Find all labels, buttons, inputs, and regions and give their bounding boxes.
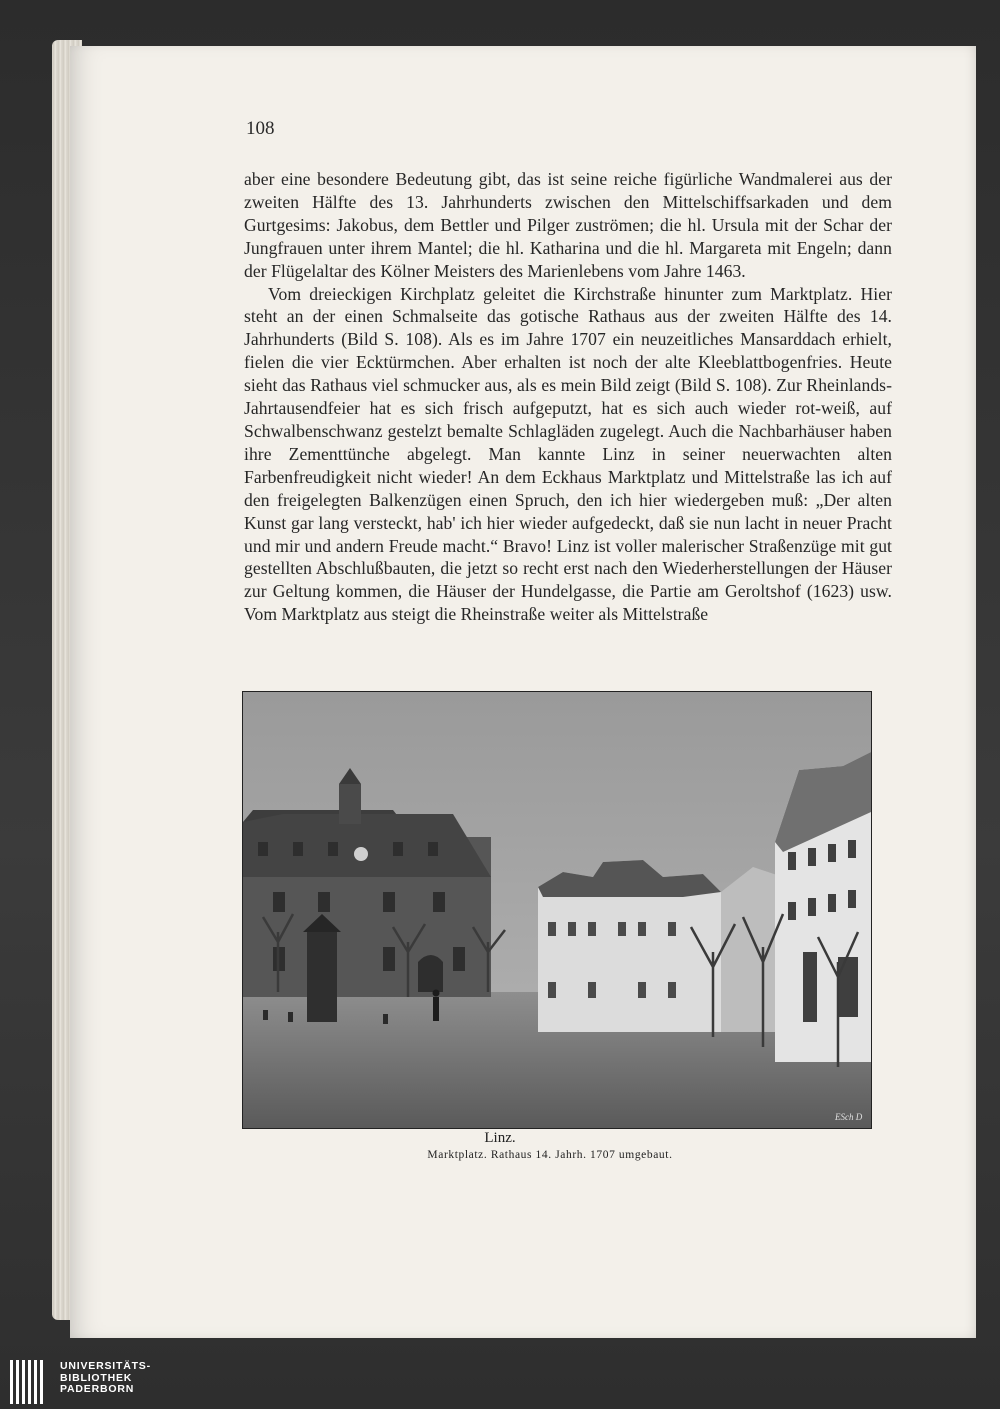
library-logo bbox=[8, 1358, 208, 1406]
photo-signature: ESch D bbox=[835, 1112, 863, 1122]
page-number: 108 bbox=[246, 118, 275, 139]
figure-caption-title: Linz. bbox=[484, 1130, 516, 1146]
logo-line-3: PADERBORN bbox=[60, 1383, 135, 1395]
figure-caption-subtitle: Marktplatz. Rathaus 14. Jahrh. 1707 umgebaut. bbox=[427, 1149, 673, 1161]
photo-linz-marktplatz bbox=[242, 691, 872, 1129]
library-logo-icon bbox=[8, 1360, 48, 1404]
logo-line-2: BIBLIOTHEK bbox=[60, 1371, 133, 1384]
body-text bbox=[244, 168, 892, 626]
paragraph-1: aber eine besondere Bedeutung gibt, das ist seine reiche figürliche Wandmalerei aus der zweiten Hälfte des 13. Jahrhunderts zwischen den Mittelschiffsarkaden und dem Gurtgesims: Jakobus, dem Bettler und Pilger zuströmen; die hl. Ursula mit der Schar der Jungfrauen unter ihrem Mantel; die hl. Katharina und die hl. Margareta mit Engeln; dann der Flügelaltar des Kölner Meisters des Marienlebens vom Jahre 1463. bbox=[244, 169, 892, 281]
library-logo-text bbox=[60, 1361, 151, 1396]
logo-line-1: UNIVERSITÄTS- bbox=[60, 1360, 151, 1372]
paragraph-2: Vom dreieckigen Kirchplatz geleitet die Kirchstraße hinunter zum Marktplatz. Hier steht an der einen Schmalseite das gotische Rathaus aus der zweiten Hälfte des 14. Jahrhunderts (Bild S. 108). Als es im Jahre 1707 ein neuzeitliches Mansarddach erhielt, fielen die vier Ecktürmchen. Aber erhalten ist noch der alte Kleeblattbogenfries. Heute sieht das Rathaus viel schmucker aus, als es mein Bild zeigt (Bild S. 108). Zur Rheinlands-Jahrtausendfeier hat es sich frisch aufgeputzt, hat es sich auch wieder rot-weiß, auf Schwalbenschwanz gestelzt bemalte Schlagläden zugelegt. Auch die Nachbarhäuser haben ihre Zementtünche abgelegt. Man kannte Linz in seiner neuerwachten alten Farbenfreudigkeit nicht wieder! An dem Eckhaus Marktplatz und Mittelstraße las ich auf den freigelegten Balkenzügen einen Spruch, den ich hier wiedergeben muß: „Der alten Kunst gar lang versteckt, hab' ich hier wieder aufgedeckt, daß sie nun lacht in neuer Pracht und mir und andern Freude macht.“ Bravo! Linz ist voller malerischer Straßenzüge mit gut gestellten Abschlußbauten, die jetzt so recht erst nach den Wiederherstellungen der Häuser zur Geltung kommen, die Häuser der Hundelgasse, die Partie am Geroltshof (1623) usw. Vom Marktplatz aus steigt die Rheinstraße weiter als Mittelstraße bbox=[244, 283, 892, 625]
photo-illustration bbox=[243, 692, 871, 1128]
